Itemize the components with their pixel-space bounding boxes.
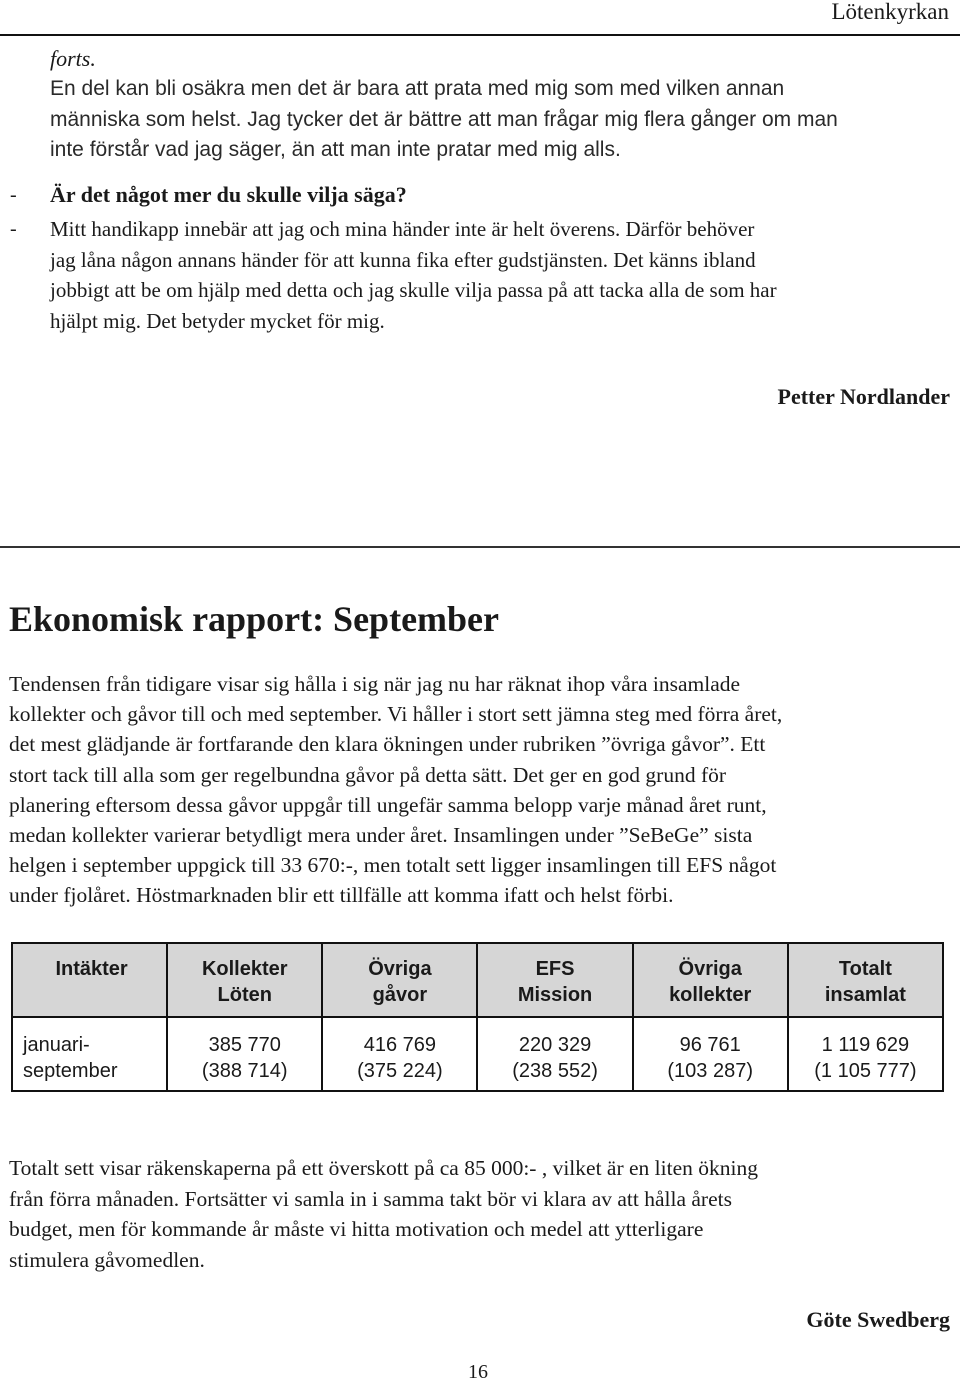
text-line: inte förstår vad jag säger, än att man inte pratar med mig alls. — [50, 138, 621, 161]
value-cell-kollekter-loten — [167, 1017, 322, 1091]
header-cell-totalt-insamlat — [788, 943, 943, 1017]
header-text: Löten — [217, 984, 272, 1006]
cell-text: januari- — [23, 1034, 90, 1056]
text-line: under fjolåret. Höstmarknaden blir ett tillfälle att komma ifatt och helst förbi. — [9, 883, 674, 908]
header-text: Kollekter — [201, 958, 288, 980]
header-divider — [0, 34, 960, 36]
cell-text: 96 761 — [679, 1034, 741, 1056]
value-cell-ovriga-kollekter — [633, 1017, 788, 1091]
value-cell-ovriga-gavor — [322, 1017, 477, 1091]
interview-answer — [50, 214, 955, 336]
text-line: kollekter och gåvor till och med september. Vi håller i stort sett jämna steg med förra året, — [9, 702, 783, 727]
interview-question: Är det något mer du skulle vilja säga? — [50, 182, 407, 207]
text-line: stort tack till alla som ger regelbundna gåvor på detta sätt. Det ger en god grund för — [9, 762, 727, 787]
dash-bullet: - — [10, 184, 17, 206]
header-text: EFS — [535, 958, 575, 980]
text-line: det mest glädjande är fortfarande den klara ökningen under rubriken ”övriga gåvor”. Ett — [9, 732, 766, 757]
header-text: Intäkter — [55, 958, 128, 980]
header-title: Lötenkyrkan — [831, 0, 949, 24]
header-cell-intakter — [12, 943, 167, 1017]
cell-text: (1 105 777) — [814, 1060, 917, 1082]
value-cell-efs-mission — [477, 1017, 632, 1091]
cell-text: (238 552) — [512, 1060, 598, 1082]
text-line: stimulera gåvomedlen. — [9, 1247, 205, 1272]
table-header-row — [12, 943, 943, 1017]
cell-text: 416 769 — [363, 1034, 437, 1056]
cell-text: (103 287) — [667, 1060, 754, 1082]
text-line: Tendensen från tidigare visar sig hålla i sig när jag nu har räknat ihop våra insamlade — [9, 672, 741, 696]
text-line: medan kollekter varierar betydligt mera under året. Insamlingen under ”SeBeGe” sista — [9, 823, 753, 848]
section-title: Ekonomisk rapport: September — [9, 599, 500, 639]
header-text: insamlat — [824, 984, 906, 1006]
cell-text: 385 770 — [208, 1034, 281, 1056]
page-number: 16 — [468, 1361, 488, 1383]
cell-text: (375 224) — [357, 1060, 443, 1082]
dash-bullet: - — [10, 218, 17, 240]
text-line: jag låna någon annans händer för att kunna fika efter gudstjänsten. Det känns ibland — [50, 247, 756, 272]
author-signature: Petter Nordlander — [777, 384, 950, 409]
summary-paragraph — [9, 1153, 954, 1275]
text-line: från förra månaden. Fortsätter vi samla in i samma takt bör vi klara av att hålla årets — [9, 1186, 732, 1211]
cell-text: 220 329 — [518, 1034, 592, 1056]
period-cell — [12, 1017, 167, 1091]
text-line: Totalt sett visar räkenskaperna på ett överskott på ca 85 000:- , vilket är en liten ökning — [9, 1156, 758, 1180]
text-line: Mitt handikapp innebär att jag och mina händer inte är helt överens. Därför behöver — [50, 217, 755, 241]
report-paragraph — [9, 669, 954, 911]
header-cell-ovriga-gavor — [322, 943, 477, 1017]
cell-text: 1 119 629 — [821, 1034, 910, 1056]
cell-text: september — [23, 1060, 118, 1082]
income-table — [11, 942, 944, 1092]
header-text: Övriga — [368, 958, 432, 980]
header-text: Mission — [517, 984, 593, 1006]
header-text: Övriga — [678, 958, 742, 980]
header-text: kollekter — [669, 984, 752, 1006]
text-line: hjälpt mig. Det betyder mycket för mig. — [50, 308, 385, 333]
section-divider — [0, 546, 960, 548]
text-line: budget, men för kommande år måste vi hitta motivation och medel att ytterligare — [9, 1217, 704, 1241]
text-line: jobbigt att be om hjälp med detta och jag skulle vilja passa på att tacka alla de som har — [50, 278, 777, 302]
text-line: En del kan bli osäkra men det är bara att prata med mig som med vilken annan — [50, 77, 785, 100]
header-cell-efs-mission — [477, 943, 632, 1017]
continuation-label: forts. — [50, 46, 96, 71]
text-line: helgen i september uppgick till 33 670:-, men totalt sett ligger insamlingen till EFS något — [9, 853, 777, 878]
header-text: gåvor — [372, 984, 428, 1006]
text-line: planering eftersom dessa gåvor uppgår till ungefär samma belopp varje månad året runt, — [9, 792, 767, 817]
text-line: människa som helst. Jag tycker det är bättre att man frågar mig flera gånger om man — [50, 107, 838, 131]
cell-text: (388 714) — [201, 1060, 288, 1082]
header-cell-kollekter-loten — [167, 943, 322, 1017]
header-cell-ovriga-kollekter — [633, 943, 788, 1017]
interview-paragraph-1 — [50, 74, 930, 166]
author-signature: Göte Swedberg — [806, 1307, 950, 1332]
table-row — [12, 1017, 943, 1091]
value-cell-totalt-insamlat — [788, 1017, 943, 1091]
header-text: Totalt — [838, 958, 892, 980]
